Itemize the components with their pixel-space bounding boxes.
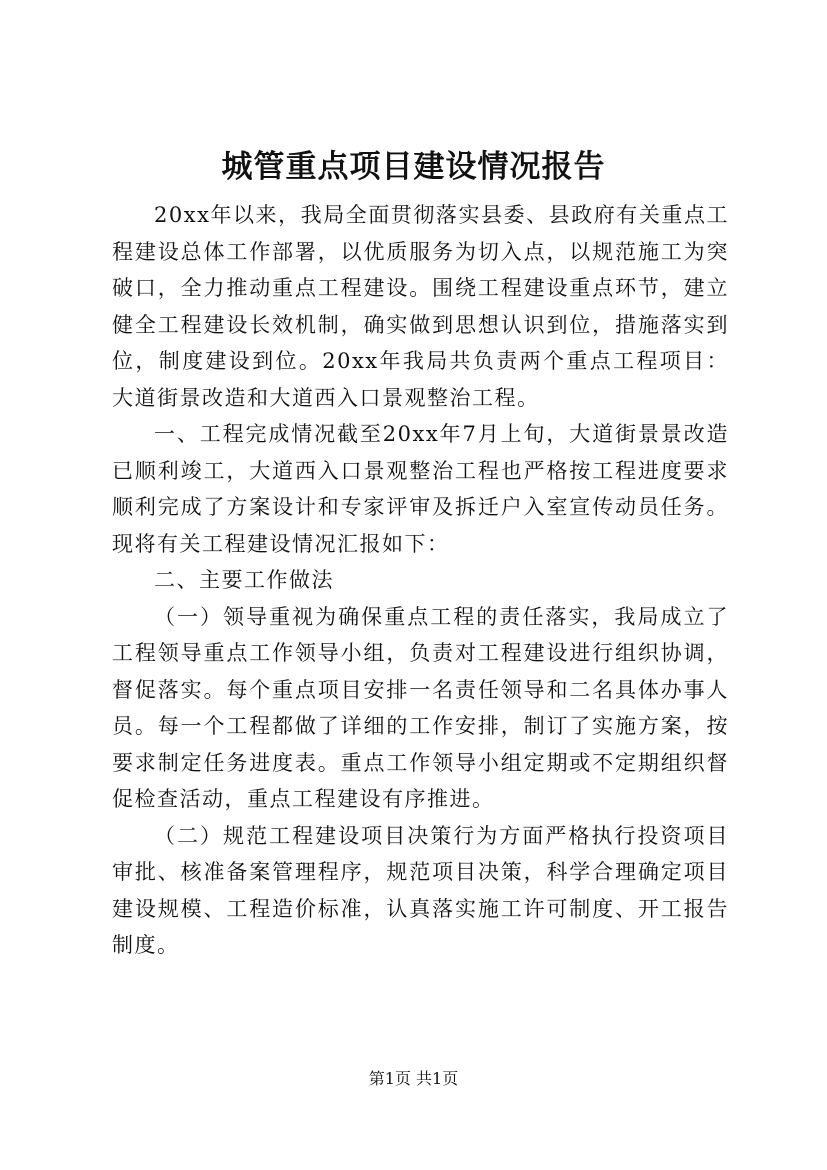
paragraph-subsection-2: （二）规范工程建设项目决策行为方面严格执行投资项目审批、核准备案管理程序，规范项目决策，科学合理确定项目建设规模、工程造价标准，认真落实施工许可制度、开工报告制度。 xyxy=(112,823,729,957)
page-footer: 第1页 共1页 xyxy=(368,1069,459,1088)
paragraph-section-2-heading: 二、主要工作做法 xyxy=(154,568,334,592)
paragraph-subsection-1: （一）领导重视为确保重点工程的责任落实，我局成立了工程领导重点工作领导小组，负责对工程建设进行组织协调，督促落实。每个重点项目安排一名责任领导和二名具体办事人员。每一个工程都做了详细的工作安排，制订了实施方案，按要求制定任务进度表。重点工作领导小组定期或不定期组织督促检查活动，重点工程建设有序推进。 xyxy=(112,604,729,811)
document-title: 城管重点项目建设情况报告 xyxy=(221,149,606,185)
document-body xyxy=(112,197,729,964)
paragraph-intro: 20xx年以来，我局全面贯彻落实县委、县政府有关重点工程建设总体工作部署，以优质服务为切入点，以规范施工为突破口，全力推动重点工程建设。围绕工程建设重点环节，建立健全工程建设长效机制，确实做到思想认识到位，措施落实到位，制度建设到位。20xx年我局共负责两个重点工程项目：大道街景改造和大道西入口景观整治工程。 xyxy=(112,203,729,410)
paragraph-section-1: 一、工程完成情况截至20xx年7月上旬，大道街景景改造已顺利竣工，大道西入口景观整治工程也严格按工程进度要求顺利完成了方案设计和专家评审及拆迁户入室宣传动员任务。现将有关工程建设情况汇报如下： xyxy=(112,422,729,556)
